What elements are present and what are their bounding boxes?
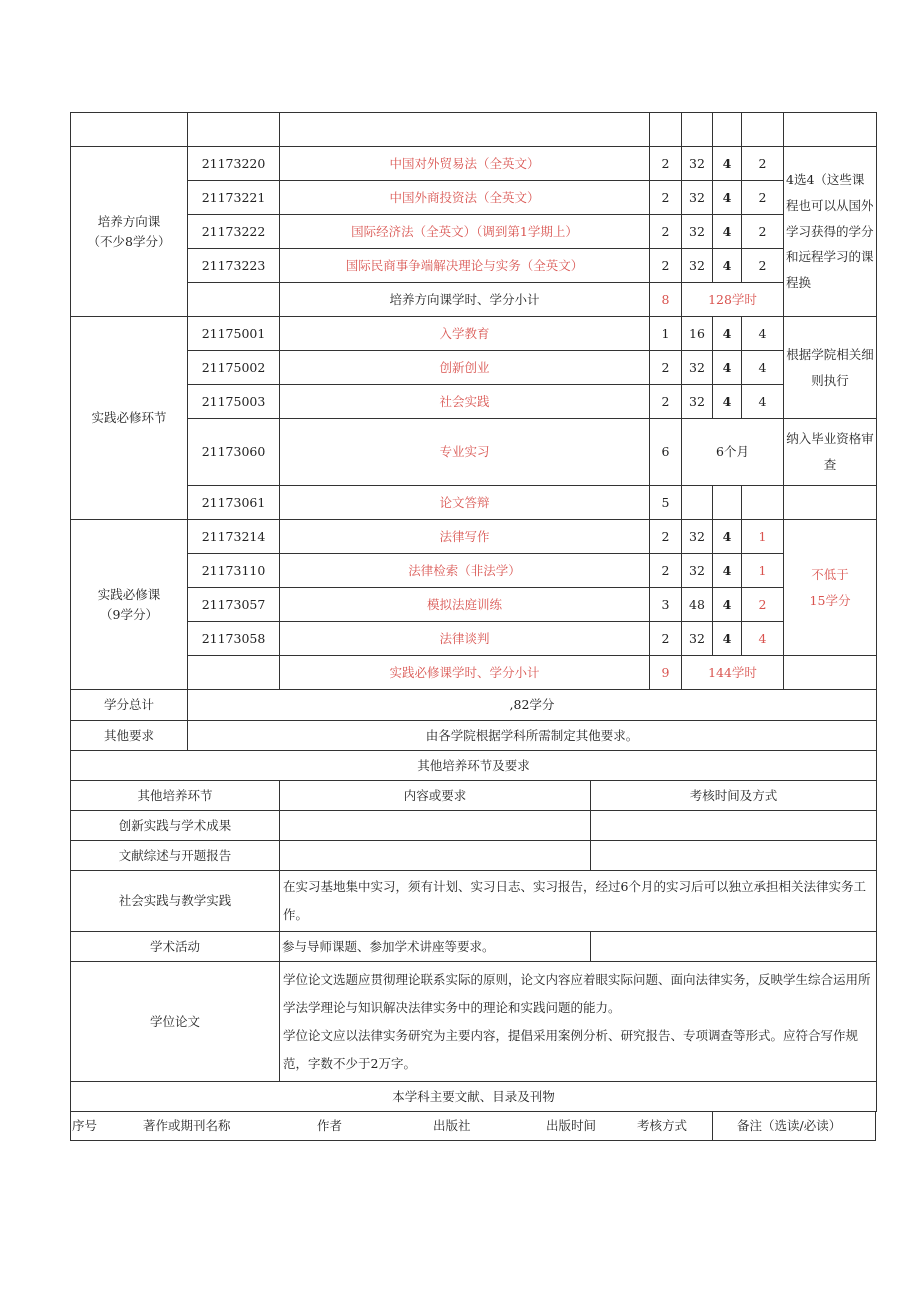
course-name: 入学教育 <box>280 317 650 351</box>
subtotal-row <box>71 283 877 317</box>
header-row <box>71 781 877 811</box>
table-row <box>71 871 877 932</box>
course-credit: 2 <box>650 385 682 419</box>
course-name: 专业实习 <box>280 419 650 486</box>
section-title-row <box>71 751 877 781</box>
course-name: 中国外商投资法（全英文） <box>280 181 650 215</box>
course-weekly: 4 <box>742 385 784 419</box>
course-weekly: 1 <box>742 520 784 554</box>
item-name: 学位论文 <box>71 962 280 1082</box>
subtotal-row <box>71 656 877 690</box>
column-header: 出版时间 <box>546 1118 597 1134</box>
item-content: 在实习基地集中实习，须有计划、实习日志、实习报告，经过6个月的实习后可以独立承担相关法律实务工作。 <box>280 871 877 932</box>
section-note-peiyang: 4选4（这些课程也可以从国外学习获得的学分和远程学习的课程换 <box>784 147 877 317</box>
section-label-peiyang: 培养方向课 （不少8学分） <box>71 147 188 317</box>
course-name: 法律检索（非法学） <box>280 554 650 588</box>
course-credit: 2 <box>650 215 682 249</box>
column-header: 著作或期刊名称 <box>143 1118 231 1134</box>
course-hours: 32 <box>682 249 713 283</box>
column-header: 序号 <box>72 1118 98 1134</box>
course-term: 4 <box>713 215 742 249</box>
course-weekly: 4 <box>742 317 784 351</box>
other-section-title: 其他培养环节及要求 <box>71 751 877 781</box>
course-term: 4 <box>713 249 742 283</box>
other-section-table <box>70 750 877 1112</box>
total-row <box>71 690 877 721</box>
section-note-shijian-ke: 不低于 15学分 <box>784 520 877 656</box>
course-code: 21175003 <box>188 385 280 419</box>
course-weekly: 2 <box>742 215 784 249</box>
section-label-shijian-huanjie: 实践必修环节 <box>71 317 188 520</box>
course-code: 21173058 <box>188 622 280 656</box>
column-header: 作者 <box>317 1118 343 1134</box>
subtotal-hours: 144学时 <box>682 656 784 690</box>
table-row <box>71 554 877 588</box>
course-hours: 32 <box>682 351 713 385</box>
internship-duration: 6个月 <box>682 419 784 486</box>
course-hours: 32 <box>682 520 713 554</box>
course-weekly: 2 <box>742 588 784 622</box>
course-weekly: 2 <box>742 249 784 283</box>
subtotal-credit: 9 <box>650 656 682 690</box>
other-req-label: 其他要求 <box>71 721 188 751</box>
course-weekly: 2 <box>742 147 784 181</box>
course-code: 21173223 <box>188 249 280 283</box>
course-weekly: 4 <box>742 622 784 656</box>
item-content <box>280 811 591 841</box>
table-row <box>71 811 877 841</box>
column-header: 内容或要求 <box>280 781 591 811</box>
thesis-paragraph-1: 学位论文选题应贯彻理论联系实际的原则，论文内容应着眼实际问题、面向法律实务，反映学生综合运用所学法学理论与知识解决法律实务中的理论和实践问题的能力。 <box>283 971 871 1015</box>
course-hours: 32 <box>682 215 713 249</box>
section-note-shijian-1: 根据学院相关细则执行 <box>784 317 877 419</box>
course-hours: 16 <box>682 317 713 351</box>
course-term: 4 <box>713 588 742 622</box>
course-name: 法律写作 <box>280 520 650 554</box>
subtotal-credit: 8 <box>650 283 682 317</box>
section-note-shijian-2: 纳入毕业资格审查 <box>784 419 877 486</box>
course-term: 4 <box>713 147 742 181</box>
subtotal-hours: 128学时 <box>682 283 784 317</box>
item-content <box>280 841 591 871</box>
course-code: 21173214 <box>188 520 280 554</box>
item-name: 学术活动 <box>71 932 280 962</box>
course-credit: 2 <box>650 554 682 588</box>
course-name: 社会实践 <box>280 385 650 419</box>
course-credit: 3 <box>650 588 682 622</box>
course-term: 4 <box>713 181 742 215</box>
course-term: 4 <box>713 385 742 419</box>
column-divider <box>712 1112 713 1140</box>
course-hours: 32 <box>682 622 713 656</box>
total-value: ,82学分 <box>188 690 877 721</box>
course-name: 创新创业 <box>280 351 650 385</box>
item-name: 创新实践与学术成果 <box>71 811 280 841</box>
thesis-paragraph-2: 学位论文应以法律实务研究为主要内容，提倡采用案例分析、研究报告、专项调查等形式。应符合写作规范，字数不少于2万字。 <box>283 1027 859 1071</box>
course-code: 21173221 <box>188 181 280 215</box>
column-header: 考核方式 <box>637 1118 688 1134</box>
course-credit: 1 <box>650 317 682 351</box>
course-credit: 2 <box>650 249 682 283</box>
course-hours: 48 <box>682 588 713 622</box>
curriculum-page <box>70 112 876 1141</box>
course-term: 4 <box>713 317 742 351</box>
bibliography-header <box>70 1112 876 1141</box>
course-table <box>70 112 877 751</box>
course-name: 中国对外贸易法（全英文） <box>280 147 650 181</box>
column-header: 备注（选读/必读） <box>737 1118 842 1134</box>
course-credit: 6 <box>650 419 682 486</box>
item-name: 文献综述与开题报告 <box>71 841 280 871</box>
table-row <box>71 181 877 215</box>
course-code: 21173222 <box>188 215 280 249</box>
course-term: 4 <box>713 554 742 588</box>
item-assess <box>591 811 877 841</box>
table-row <box>71 588 877 622</box>
table-row <box>71 419 877 486</box>
column-header: 考核时间及方式 <box>591 781 877 811</box>
course-credit: 5 <box>650 486 682 520</box>
table-row <box>71 962 877 1082</box>
course-code: 21173110 <box>188 554 280 588</box>
course-term: 4 <box>713 622 742 656</box>
subtotal-label: 培养方向课学时、学分小计 <box>280 283 650 317</box>
column-header: 出版社 <box>433 1118 471 1134</box>
course-credit: 2 <box>650 181 682 215</box>
table-row <box>71 520 877 554</box>
course-code: 21175001 <box>188 317 280 351</box>
section-label-shijian-ke: 实践必修课 （9学分） <box>71 520 188 690</box>
course-hours: 32 <box>682 385 713 419</box>
course-name: 国际民商事争端解决理论与实务（全英文） <box>280 249 650 283</box>
subtotal-label: 实践必修课学时、学分小计 <box>280 656 650 690</box>
item-content: 参与导师课题、参加学术讲座等要求。 <box>280 932 591 962</box>
column-header: 其他培养环节 <box>71 781 280 811</box>
blank-header-row <box>71 113 877 147</box>
other-req-value: 由各学院根据学科所需制定其他要求。 <box>188 721 877 751</box>
total-label: 学分总计 <box>71 690 188 721</box>
course-weekly: 2 <box>742 181 784 215</box>
table-row <box>71 385 877 419</box>
course-name: 国际经济法（全英文）（调到第1学期上） <box>280 215 650 249</box>
course-hours: 32 <box>682 554 713 588</box>
item-content <box>280 962 877 1082</box>
table-row <box>71 317 877 351</box>
course-credit: 2 <box>650 520 682 554</box>
course-weekly: 1 <box>742 554 784 588</box>
course-credit: 2 <box>650 147 682 181</box>
course-term: 4 <box>713 520 742 554</box>
table-row <box>71 351 877 385</box>
course-weekly: 4 <box>742 351 784 385</box>
item-name: 社会实践与教学实践 <box>71 871 280 932</box>
section-title-row <box>71 1082 877 1112</box>
bibliography-title: 本学科主要文献、目录及刊物 <box>71 1082 877 1112</box>
course-code: 21175002 <box>188 351 280 385</box>
course-hours: 32 <box>682 181 713 215</box>
item-assess <box>591 932 877 962</box>
course-hours: 32 <box>682 147 713 181</box>
course-code: 21173060 <box>188 419 280 486</box>
table-row <box>71 841 877 871</box>
other-req-row <box>71 721 877 751</box>
table-row <box>71 249 877 283</box>
table-row <box>71 215 877 249</box>
course-term: 4 <box>713 351 742 385</box>
course-credit: 2 <box>650 622 682 656</box>
course-name: 模拟法庭训练 <box>280 588 650 622</box>
table-row <box>71 486 877 520</box>
course-credit: 2 <box>650 351 682 385</box>
course-code: 21173057 <box>188 588 280 622</box>
course-name: 法律谈判 <box>280 622 650 656</box>
course-name: 论文答辩 <box>280 486 650 520</box>
table-row <box>71 147 877 181</box>
course-code: 21173220 <box>188 147 280 181</box>
table-row <box>71 932 877 962</box>
table-row <box>71 622 877 656</box>
course-code: 21173061 <box>188 486 280 520</box>
item-assess <box>591 841 877 871</box>
